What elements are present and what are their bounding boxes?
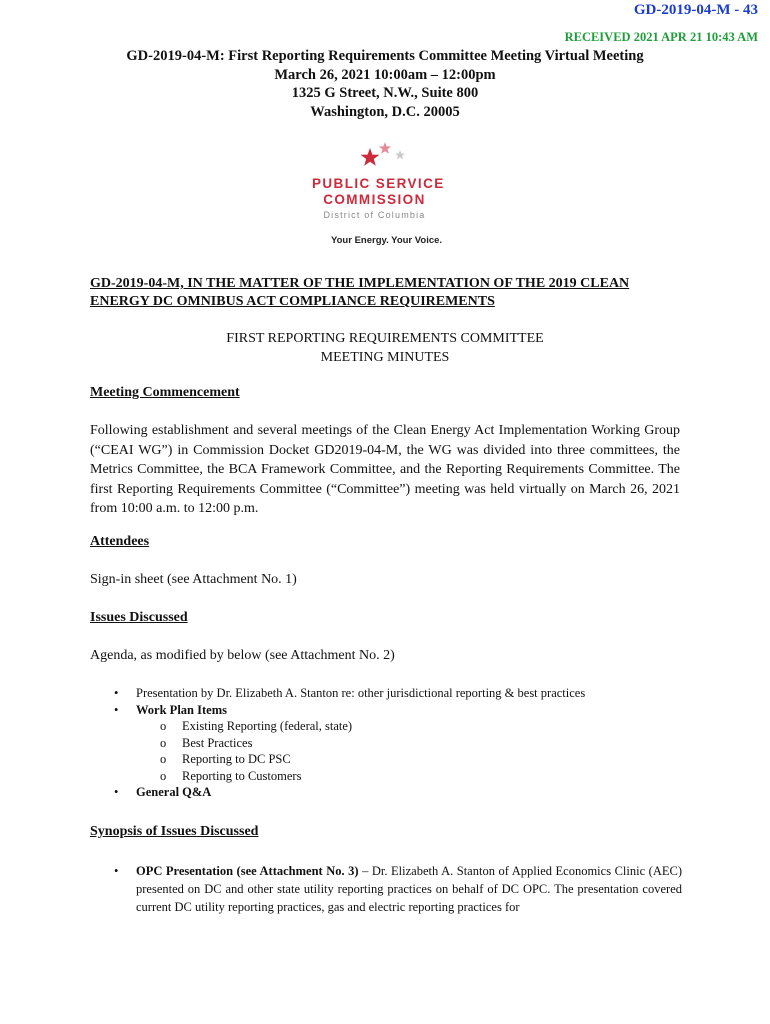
agenda-item-work-plan: Work Plan Items (136, 702, 227, 717)
attendees-heading: Attendees (90, 534, 150, 549)
received-stamp: RECEIVED 2021 APR 21 10:43 AM (564, 30, 758, 44)
docket-stamp: GD-2019-04-M - 43 (633, 2, 758, 18)
minutes-title (0, 329, 770, 367)
header-line-city: Washington, D.C. 20005 (310, 103, 460, 120)
logo-org-line2: COMMISSION (323, 192, 426, 207)
synopsis-item-text: – Dr. Elizabeth A. Stanton of Applied Economics Clinic (AEC) presented on DC and other state utility reporting practices on behalf of DC OPC. The presentation covered current DC utility reporting practices, gas and electric reporting practices for (136, 864, 682, 914)
synopsis-list (90, 862, 682, 916)
bullet-icon: • (114, 785, 119, 799)
work-plan-sublist (136, 718, 690, 784)
logo-tagline: Your Energy. Your Voice. (331, 235, 443, 246)
agenda-item-qa: General Q&A (136, 785, 212, 799)
star-small (395, 150, 405, 159)
list-item (90, 702, 690, 785)
meeting-header (0, 47, 770, 121)
minutes-title-line1: FIRST REPORTING REQUIREMENTS COMMITTEE (226, 331, 544, 346)
work-plan-reporting-psc: Reporting to DC PSC (182, 752, 291, 766)
stars-icon (357, 140, 417, 172)
bullet-icon: • (114, 702, 119, 717)
list-item (90, 685, 690, 702)
list-item (136, 718, 690, 735)
star-large (361, 148, 380, 166)
logo-org-line1: PUBLIC SERVICE (312, 176, 445, 191)
agenda-list (90, 685, 690, 801)
circle-bullet-icon: o (160, 752, 167, 766)
bullet-icon: • (114, 864, 119, 878)
work-plan-best-practices: Best Practices (182, 735, 253, 750)
list-item (136, 751, 690, 768)
circle-bullet-icon: o (160, 735, 167, 750)
synopsis-heading: Synopsis of Issues Discussed (90, 824, 259, 839)
commencement-heading: Meeting Commencement (90, 385, 240, 400)
issues-heading: Issues Discussed (90, 610, 188, 625)
star-medium (379, 142, 391, 154)
synopsis-item-title: OPC Presentation (see Attachment No. 3) (136, 864, 359, 878)
header-line-title: GD-2019-04-M: First Reporting Requirements Committee Meeting Virtual Meeting (126, 48, 644, 64)
attendees-body: Sign-in sheet (see Attachment No. 1) (90, 572, 297, 587)
minutes-title-line2: MEETING MINUTES (320, 350, 450, 365)
psc-logo (312, 140, 462, 250)
agenda-item-presentation: Presentation by Dr. Elizabeth A. Stanton re: other jurisdictional reporting & best practices (136, 686, 586, 700)
header-line-street: 1325 G Street, N.W., Suite 800 (291, 85, 479, 101)
bullet-icon: • (114, 686, 119, 700)
circle-bullet-icon: o (160, 768, 167, 783)
commencement-body: Following establishment and several meetings of the Clean Energy Act Implementation Working Group (“CEAI WG”) in Commission Docket GD2019-04-M, the WG was divided into three committees, the Metrics Committee, the BCA Framework Committee, and the Reporting Requirements Committee. The first Reporting Requirements Committee (“Committee”) meeting was held virtually on March 26, 2021 from 10:00 a.m. to 12:00 p.m. (90, 423, 680, 516)
header-line-date: March 26, 2021 10:00am – 12:00pm (274, 66, 496, 83)
circle-bullet-icon: o (160, 719, 167, 733)
logo-subtitle: District of Columbia (323, 210, 426, 220)
list-item (90, 784, 690, 801)
list-item (90, 862, 682, 916)
work-plan-reporting-customers: Reporting to Customers (182, 768, 302, 783)
issues-intro: Agenda, as modified by below (see Attachment No. 2) (90, 648, 395, 663)
list-item (136, 735, 690, 752)
work-plan-existing-reporting: Existing Reporting (federal, state) (182, 719, 353, 733)
list-item (136, 768, 690, 785)
matter-title: GD-2019-04-M, IN THE MATTER OF THE IMPLEMENTATION OF THE 2019 CLEAN ENERGY DC OMNIBUS ACT COMPLIANCE REQUIREMENTS (90, 276, 630, 309)
